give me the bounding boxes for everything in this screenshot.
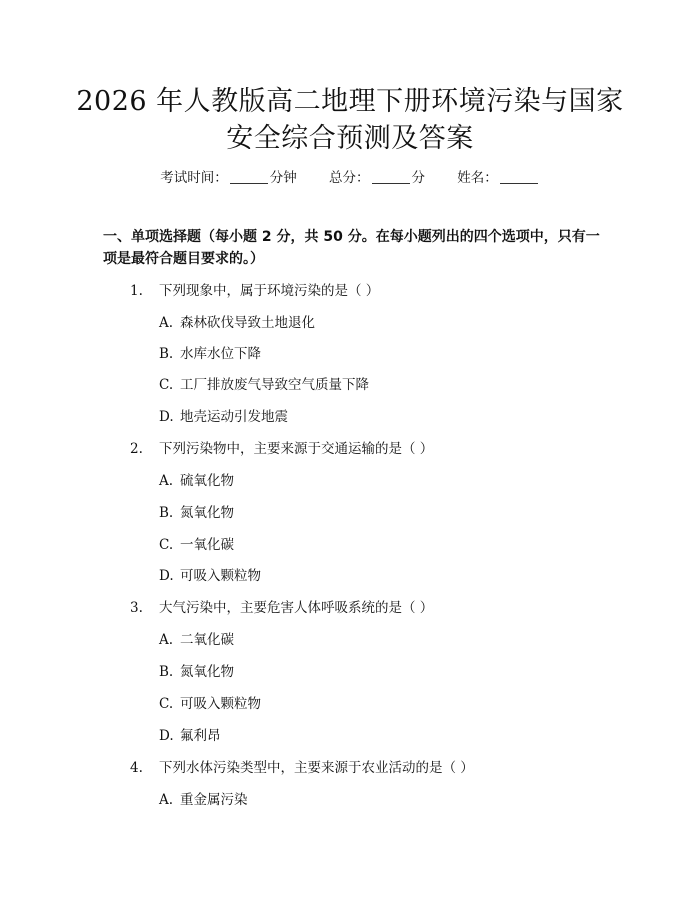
total-score-unit: 分 (411, 170, 425, 186)
total-score-label: 总分： (329, 170, 370, 186)
option-letter: D. (159, 728, 174, 744)
option-letter: A. (159, 632, 174, 648)
section-heading: 一、单项选择题（每小题 2 分，共 50 分。在每小题列出的四个选项中，只有一项是最符合题目要求的。） (103, 229, 600, 267)
option-letter: B. (159, 505, 174, 521)
option-letter: D. (159, 409, 174, 425)
answer-option (159, 503, 234, 523)
option-text: 工厂排放废气导致空气质量下降 (180, 377, 369, 393)
question-text: 下列现象中，属于环境污染的是（ ） (159, 283, 380, 299)
answer-option (159, 471, 234, 491)
option-letter: A. (159, 792, 174, 808)
document-title-line2: 安全综合预测及答案 (226, 123, 474, 154)
document-title-line1: 2026 年人教版高二地理下册环境污染与国家 (76, 86, 624, 117)
answer-option (159, 790, 248, 810)
option-letter: B. (159, 664, 174, 680)
question-number: 3. (130, 600, 143, 616)
exam-time-unit: 分钟 (269, 170, 297, 186)
question-stem (130, 598, 433, 618)
student-name-field (457, 170, 540, 186)
option-text: 水库水位下降 (180, 346, 261, 362)
student-name-label: 姓名： (457, 170, 498, 186)
option-letter: A. (159, 315, 174, 331)
answer-option (159, 535, 234, 555)
answer-option (159, 694, 261, 714)
exam-time-field (160, 170, 301, 186)
option-text: 氮氧化物 (180, 664, 234, 680)
exam-info-line (0, 168, 700, 188)
option-text: 森林砍伐导致土地退化 (180, 315, 315, 331)
question-text: 大气污染中，主要危害人体呼吸系统的是（ ） (159, 600, 434, 616)
option-letter: C. (159, 696, 174, 712)
answer-option (159, 566, 261, 586)
total-score-field (329, 170, 429, 186)
exam-time-blank (230, 169, 268, 184)
answer-option (159, 662, 234, 682)
question-text: 下列污染物中，主要来源于交通运输的是（ ） (159, 441, 434, 457)
question-number: 1. (130, 283, 143, 299)
question-number: 2. (130, 441, 143, 457)
option-letter: D. (159, 568, 174, 584)
total-score-blank (372, 169, 410, 184)
question-number: 4. (130, 760, 143, 776)
question-stem (130, 281, 379, 301)
answer-option (159, 630, 234, 650)
option-text: 可吸入颗粒物 (180, 696, 261, 712)
answer-option (159, 726, 221, 746)
answer-option (159, 313, 315, 333)
option-text: 重金属污染 (180, 792, 248, 808)
option-text: 氮氧化物 (180, 505, 234, 521)
answer-option (159, 407, 288, 427)
answer-option (159, 344, 261, 364)
option-text: 一氧化碳 (180, 537, 234, 553)
question-stem (130, 439, 433, 459)
student-name-blank (500, 169, 538, 184)
option-letter: A. (159, 473, 174, 489)
option-letter: C. (159, 377, 174, 393)
option-text: 硫氧化物 (180, 473, 234, 489)
option-letter: C. (159, 537, 174, 553)
option-text: 可吸入颗粒物 (180, 568, 261, 584)
question-text: 下列水体污染类型中，主要来源于农业活动的是（ ） (159, 760, 474, 776)
question-stem (130, 758, 474, 778)
option-text: 地壳运动引发地震 (180, 409, 288, 425)
exam-time-label: 考试时间： (160, 170, 228, 186)
option-letter: B. (159, 346, 174, 362)
option-text: 二氧化碳 (180, 632, 234, 648)
option-text: 氟利昂 (180, 728, 221, 744)
answer-option (159, 375, 369, 395)
